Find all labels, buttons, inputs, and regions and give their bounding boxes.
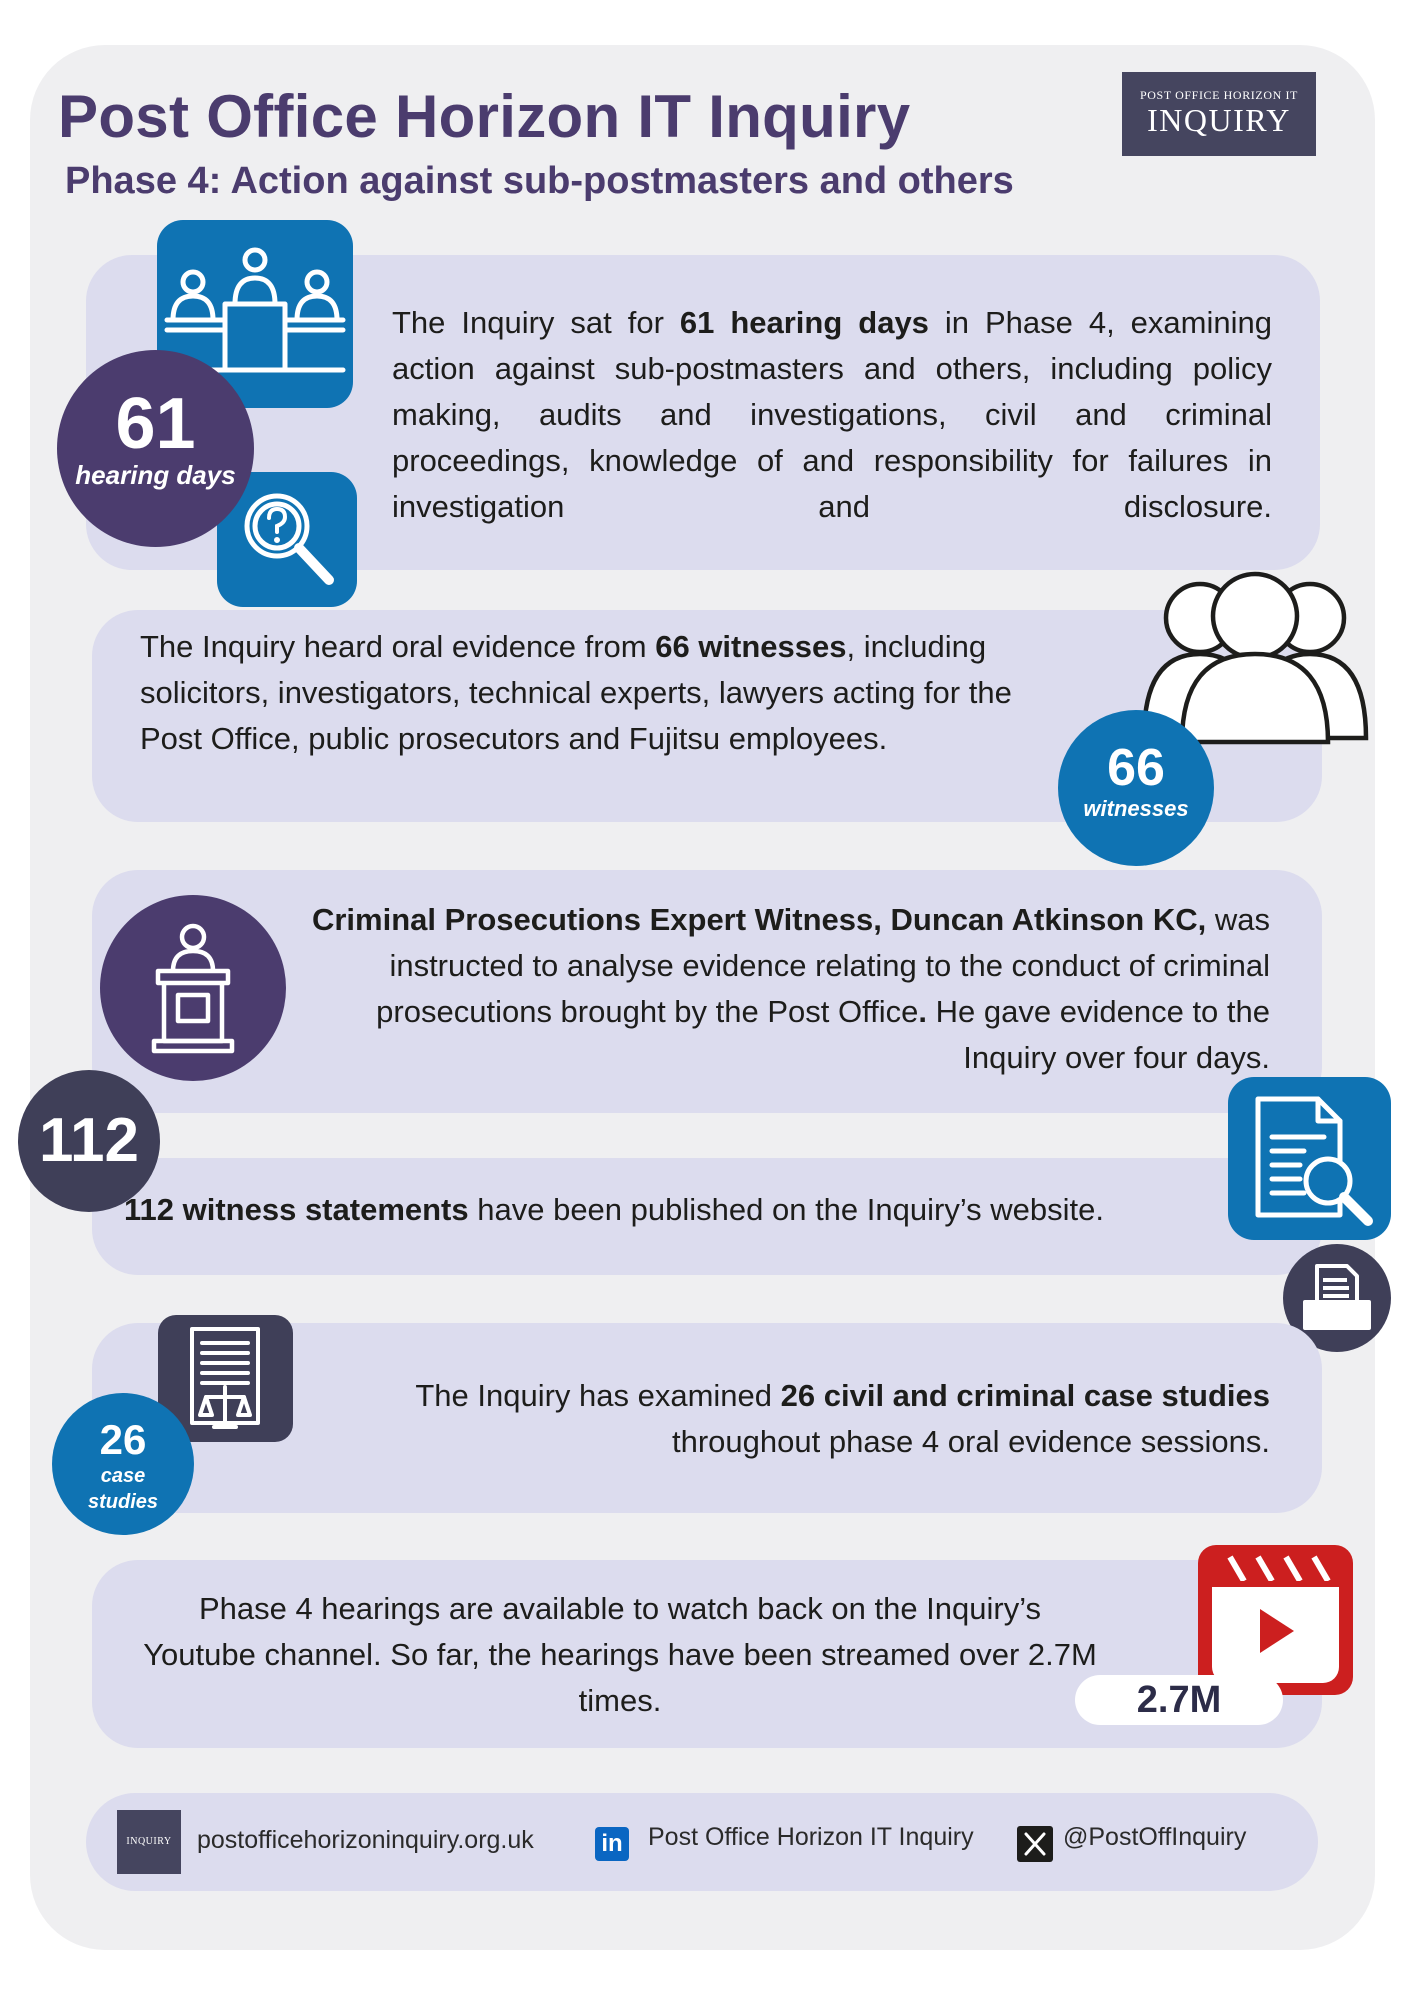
stat-2-7m-number: 2.7M [1136, 1679, 1222, 1721]
footer-website-link[interactable]: postofficehorizoninquiry.org.uk [197, 1826, 534, 1854]
stat-66-label: witnesses [1083, 796, 1189, 821]
hearing-days-text-pre: The Inquiry sat for [392, 305, 680, 340]
expert-witness-text-1: was instructed to analyse evidence relating to the conduct of criminal prosecutions brought by the Post Office [376, 902, 1270, 1029]
document-search-icon [1228, 1077, 1391, 1240]
witness-statements-bold: 112 witness statements [124, 1192, 469, 1227]
footer-linkedin-link[interactable]: Post Office Horizon IT Inquiry [648, 1823, 974, 1851]
youtube-text: Phase 4 hearings are available to watch back on the Inquiry’s Youtube channel. So far, the hearings have been streamed over 2.7M times. [143, 1591, 1097, 1718]
stat-66-number: 66 [1107, 739, 1165, 797]
footer-x-link[interactable]: @PostOffInquiry [1063, 1823, 1247, 1851]
stat-66-witnesses [1058, 710, 1214, 866]
case-studies-text-pre: The Inquiry has examined [415, 1378, 781, 1413]
stat-61-hearing-days [57, 350, 254, 547]
case-studies-text-bold: 26 civil and criminal case studies [780, 1378, 1270, 1413]
witness-statements-post: have been published on the Inquiry’s website. [468, 1192, 1104, 1227]
inquiry-logo [1122, 72, 1316, 156]
witnesses-text-post: , including solicitors, investigators, technical experts, lawyers acting for the Post Office, public prosecutors and Fujitsu employees. [140, 629, 1012, 756]
witnesses-text [140, 624, 1070, 762]
stat-26-label-1: case [100, 1465, 146, 1487]
expert-witness-name: Criminal Prosecutions Expert Witness, Duncan Atkinson KC, [311, 902, 1207, 937]
stat-2-7m-badge [1075, 1675, 1283, 1725]
expert-witness-text [285, 897, 1270, 1081]
witnesses-text-bold: 66 witnesses [655, 629, 847, 664]
stat-61-number: 61 [115, 384, 196, 464]
stat-61-label: hearing days [75, 460, 236, 490]
witness-statements-text [124, 1187, 1234, 1233]
linkedin-icon[interactable] [595, 1827, 629, 1861]
stat-26-label-2: studies [87, 1491, 159, 1513]
witnesses-text-pre: The Inquiry heard oral evidence from [140, 629, 656, 664]
page-subtitle: Phase 4: Action against sub-postmasters and others [65, 160, 1014, 202]
linkedin-icon-glyph: in [601, 1830, 623, 1857]
hearing-days-text-post: in Phase 4, examining action against sub-postmasters and others, including policy making, audits and investigations, civil and criminal proceedings, knowledge of and responsibility for failures in investigation and disclosure. [392, 305, 1272, 524]
logo-line-1: POST OFFICE HORIZON IT [1140, 88, 1298, 102]
hearing-days-text-bold: 61 hearing days [679, 305, 929, 340]
case-studies-text-post: throughout phase 4 oral evidence sessions. [671, 1424, 1270, 1459]
footer-inquiry-logo [117, 1810, 181, 1874]
hearing-days-text [392, 300, 1272, 530]
stat-26-number: 26 [99, 1416, 147, 1463]
stat-26-case-studies [52, 1393, 194, 1535]
case-studies-text [300, 1373, 1270, 1465]
expert-witness-text-2: He gave evidence to the Inquiry over four days. [927, 994, 1270, 1075]
logo-line-2: INQUIRY [1147, 102, 1291, 138]
footer-logo-text: INQUIRY [126, 1836, 172, 1847]
podium-speaker-icon [100, 895, 286, 1081]
page-title: Post Office Horizon IT Inquiry [58, 83, 911, 150]
expert-witness-period: . [918, 994, 928, 1029]
video-play-icon [1198, 1545, 1353, 1695]
stat-112-number: 112 [38, 1106, 140, 1175]
x-icon[interactable] [1017, 1826, 1053, 1862]
